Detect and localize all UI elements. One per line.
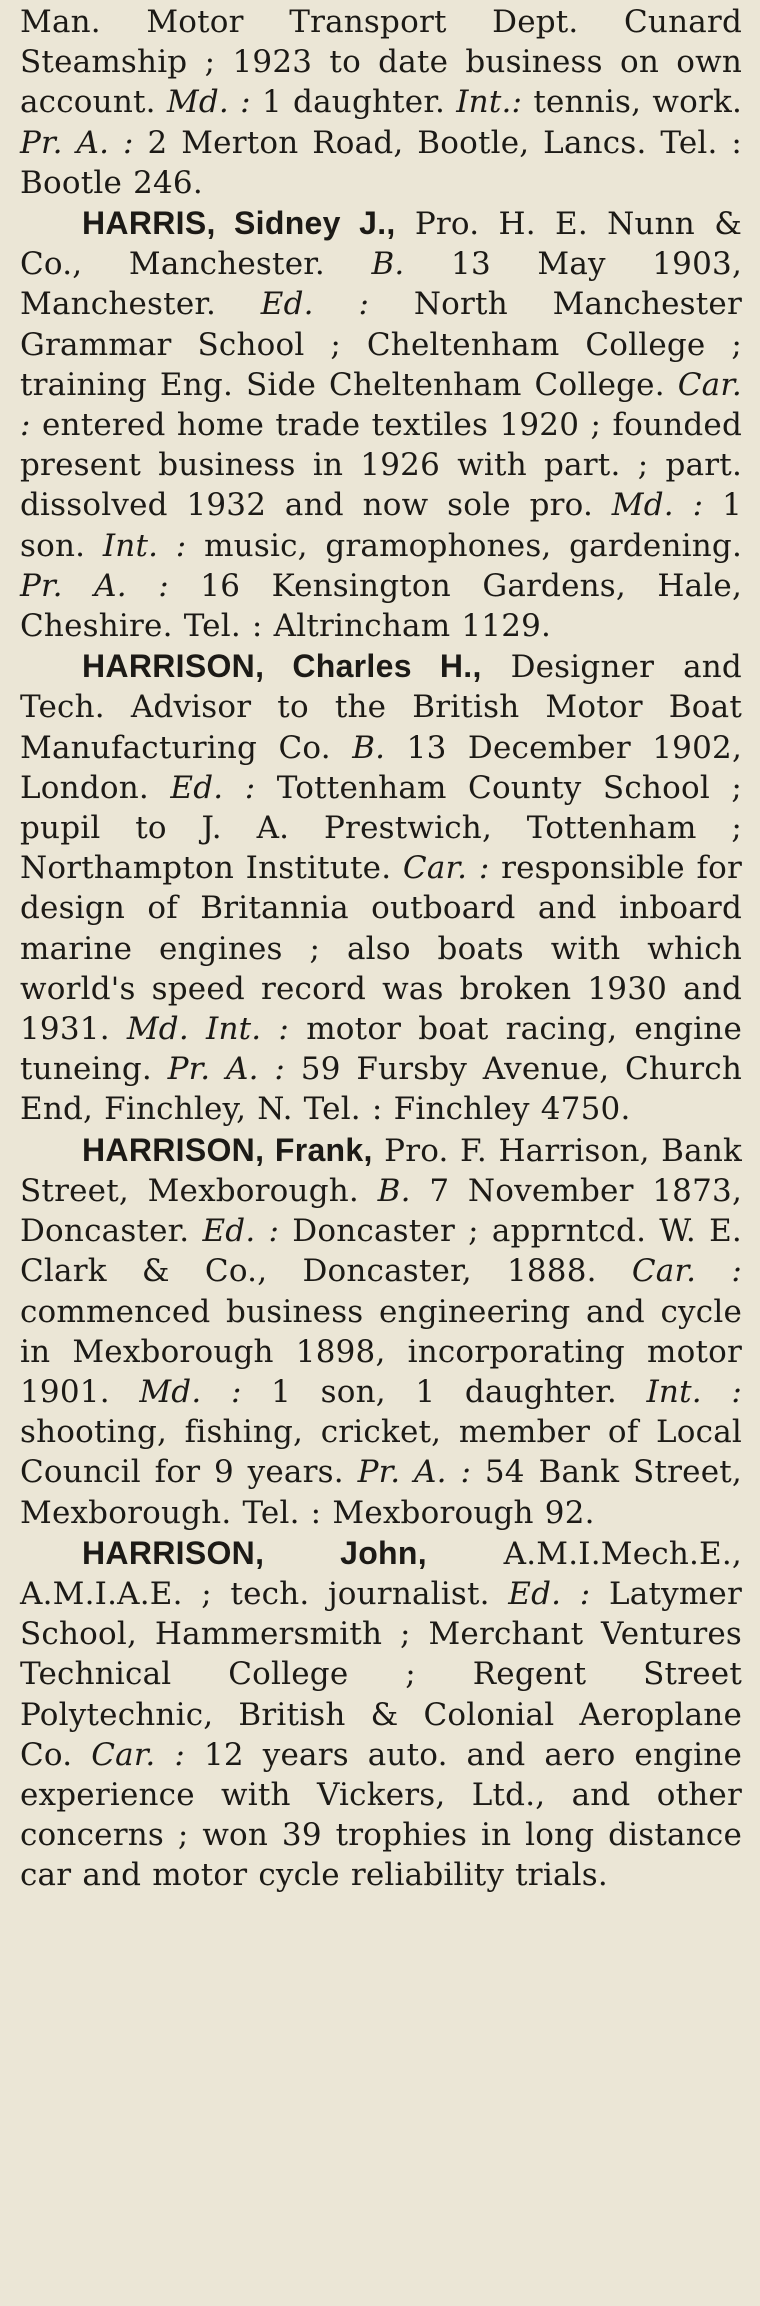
entry-name: HARRISON, John, (82, 1534, 427, 1571)
field-label: Car. : (402, 850, 490, 887)
field-label: Md. Int. : (126, 1011, 290, 1048)
entry-text: music, gramophones, gardening. (186, 527, 742, 564)
field-label: Ed. : (260, 286, 370, 323)
entry-text: Pro. F. Harrison, Bank Street, Mexborough. (20, 1132, 742, 1209)
field-label: Pr. A. : (357, 1454, 472, 1491)
entry-name: HARRISON, Charles H., (82, 648, 482, 685)
entry-text: Man. Motor Transport Dept. Cunard Steamship ; 1923 to date business on own account. (20, 4, 742, 121)
field-label: Pr. A. : (167, 1051, 286, 1088)
field-label: Ed. : (508, 1575, 591, 1612)
field-label: Car. : (91, 1736, 186, 1773)
entry-text: responsible for design of Britannia outboard and inboard marine engines ; also boats with which world's speed record was broken 1930 and 1931. (20, 850, 742, 1048)
field-label: Md. : (139, 1373, 242, 1410)
field-label: B. (371, 246, 405, 283)
entry-text: entered home trade textiles 1920 ; founded present business in 1926 with part. ; part. dissolved 1932 and now sole pro. (20, 407, 742, 524)
entry-text: 1 daughter. (250, 84, 457, 121)
entry-text: 54 Bank Street, Mexborough. Tel. : Mexborough 92. (20, 1454, 742, 1531)
field-label: Pr. A. : (20, 124, 134, 161)
field-label: Pr. A. : (20, 567, 169, 604)
field-label: B. (352, 729, 386, 766)
field-label: Md. : (166, 84, 251, 121)
entry-text: North Manchester Grammar School ; Cheltenham College ; training Eng. Side Cheltenham College. (20, 286, 742, 403)
entry-text: 16 Kensington Gardens, Hale, Cheshire. Tel. : Altrincham 1129. (20, 567, 742, 645)
entry-harrison-john (20, 1533, 742, 1896)
entry-name: HARRISON, Frank, (82, 1131, 373, 1168)
entry-text: tennis, work. (522, 84, 742, 121)
entry-text: A.M.I.Mech.E., A.M.I.A.E. ; tech. journalist. (20, 1535, 742, 1612)
entry-text: Latymer School, Hammersmith ; Merchant Ventures Technical College ; Regent Street Polytechnic, British & Colonial Aeroplane Co. (20, 1575, 742, 1773)
entry-text: 59 Fursby Avenue, Church End, Finchley, N. Tel. : Finchley 4750. (20, 1051, 743, 1128)
entry-text: commenced business engineering and cycle in Mexborough 1898, incorporating motor 1901. (20, 1293, 742, 1410)
entry-text: shooting, fishing, cricket, member of Local Council for 9 years. (20, 1414, 742, 1491)
entry-text: Tottenham County School ; pupil to J. A. Prestwich, Tottenham ; Northampton Institute. (20, 769, 742, 887)
entry-harrison-charles (20, 646, 742, 1129)
field-label: Int.: (456, 84, 523, 121)
entry-harrison-frank (20, 1130, 742, 1533)
entry-text: Pro. H. E. Nunn & Co., Manchester. (20, 206, 742, 283)
entry-text: Designer and Tech. Advisor to the British Motor Boat Manufacturing Co. (20, 649, 742, 766)
entry-harris-sidney (20, 203, 742, 646)
entry-continuation (20, 2, 742, 203)
field-label: Car. : (631, 1253, 742, 1290)
entry-text: 7 November 1873, Doncaster. (20, 1172, 742, 1250)
entry-text: 13 May 1903, Manchester. (20, 246, 743, 323)
field-label: Ed. : (202, 1213, 280, 1250)
entry-name: HARRIS, Sidney J., (82, 205, 396, 242)
entry-text: motor boat racing, engine tuneing. (20, 1011, 742, 1088)
entry-text: 12 years auto. and aero engine experience with Vickers, Ltd., and other concerns ; won 39 trophies in long distance car and motor cycle reliability trials. (20, 1736, 742, 1894)
field-label: Int. : (102, 527, 187, 564)
field-label: B. (377, 1172, 411, 1209)
entry-text: 1 son, 1 daughter. (241, 1373, 647, 1410)
field-label: Car. : (20, 366, 742, 444)
field-label: Int. : (646, 1373, 742, 1410)
entry-text: 1 son. (20, 487, 742, 564)
entry-text: Doncaster ; apprntcd. W. E. Clark & Co., Doncaster, 1888. (20, 1213, 742, 1290)
entry-text: 2 Merton Road, Bootle, Lancs. Tel. : Bootle 246. (20, 124, 742, 201)
entry-text: 13 December 1902, London. (20, 729, 743, 806)
field-label: Ed. : (170, 769, 256, 806)
field-label: Md. : (611, 487, 704, 524)
